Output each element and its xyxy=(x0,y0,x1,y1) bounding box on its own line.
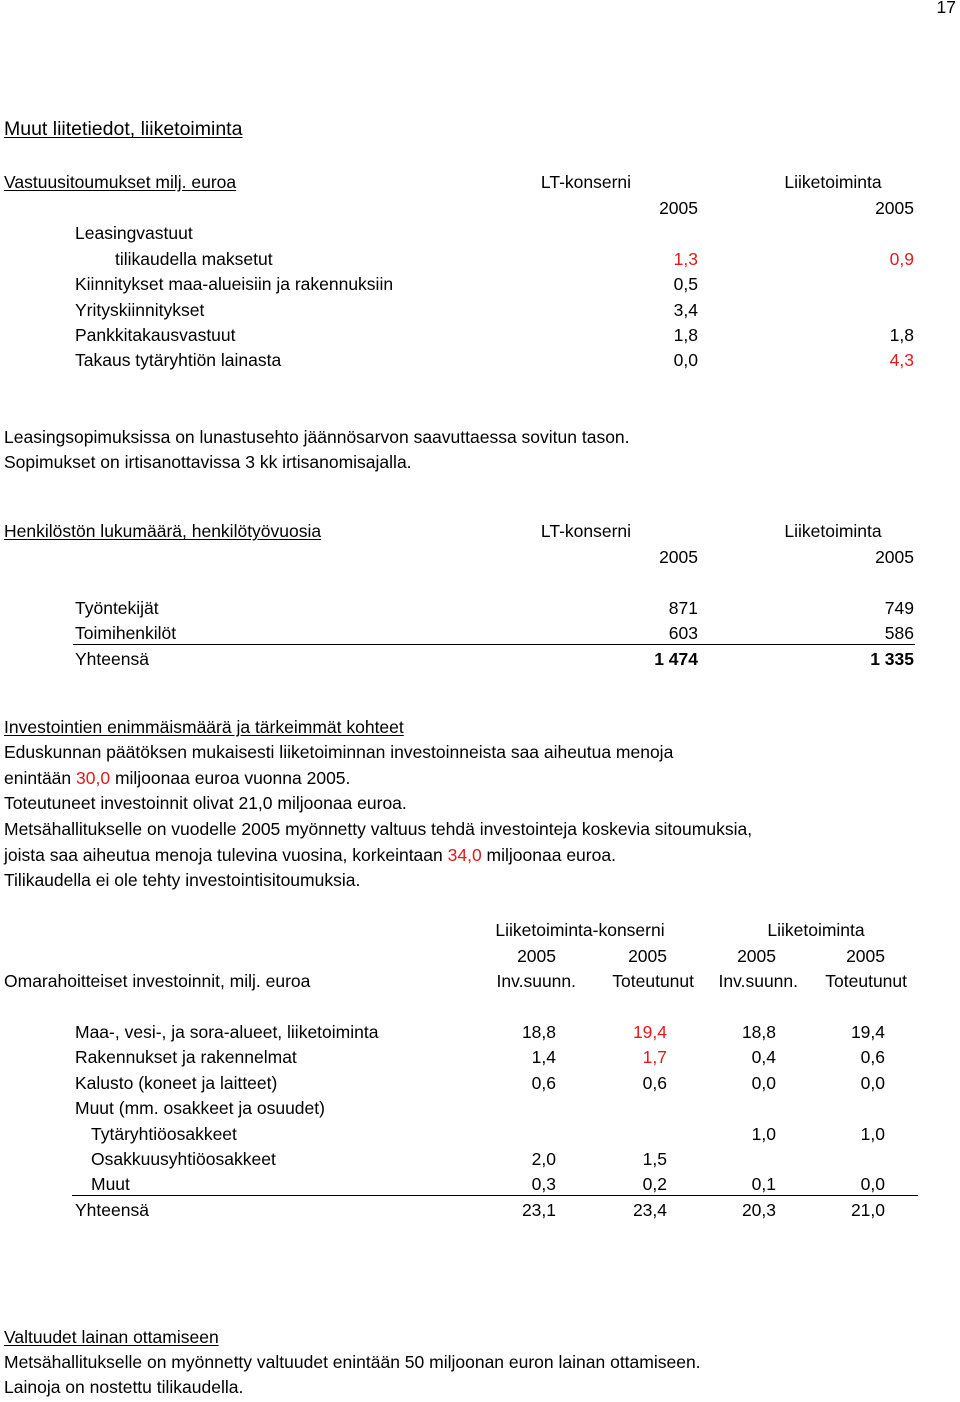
commitments-col2-header: Liiketoiminta xyxy=(784,172,882,192)
investments-authorization-line xyxy=(4,845,616,865)
commitment-row-label: Pankkitakausvastuut xyxy=(75,325,236,345)
commitment-row-value-lt: 0,0 xyxy=(673,350,698,370)
self-financed-row-label: Muut xyxy=(91,1174,130,1194)
commitment-row-label: Takaus tytäryhtiön lainasta xyxy=(75,350,282,370)
page-title: Muut liitetiedot, liiketoiminta xyxy=(4,118,243,140)
col-header-actual: Toteutunut xyxy=(825,971,907,991)
self-financed-row-value: 1,7 xyxy=(642,1047,667,1067)
year-header: 2005 xyxy=(517,946,556,966)
self-financed-row-value: 18,8 xyxy=(521,1022,556,1042)
col-header-plan: Inv.suunn. xyxy=(718,971,798,991)
personnel-row-value-lt-biz: 749 xyxy=(884,598,914,618)
commitment-row-value-lt: 1,8 xyxy=(673,325,698,345)
personnel-col2-year: 2005 xyxy=(875,547,914,567)
self-financed-row-label: Rakennukset ja rakennelmat xyxy=(75,1047,297,1067)
self-financed-row-value: 1,0 xyxy=(751,1124,776,1144)
investments-limit-amount: 30,0 xyxy=(76,768,111,788)
commitment-row-value-lt-biz: 1,8 xyxy=(889,325,914,345)
group1-header: Liiketoiminta-konserni xyxy=(495,920,665,940)
commitment-row-value-lt-biz: 4,3 xyxy=(889,350,914,370)
loans-heading: Valtuudet lainan ottamiseen xyxy=(4,1327,219,1347)
loans-drawn-note: Lainoja on nostettu tilikaudella. xyxy=(4,1377,244,1397)
self-financed-total-label: Yhteensä xyxy=(75,1200,149,1220)
self-financed-row-value: 1,5 xyxy=(642,1149,667,1169)
commitment-row-label: tilikaudella maksetut xyxy=(115,249,273,269)
self-financed-row-label: Tytäryhtiöosakkeet xyxy=(91,1124,237,1144)
personnel-total-lt-biz: 1 335 xyxy=(870,649,914,669)
self-financed-row-label: Muut (mm. osakkeet ja osuudet) xyxy=(75,1098,325,1118)
personnel-heading: Henkilöstön lukumäärä, henkilötyövuosia xyxy=(4,521,322,541)
investments-realized: Toteutuneet investoinnit olivat 21,0 miljoonaa euroa. xyxy=(4,793,407,813)
self-financed-row-label: Kalusto (koneet ja laitteet) xyxy=(75,1073,278,1093)
self-financed-row-value: 0,0 xyxy=(860,1174,885,1194)
self-financed-row-value: 18,8 xyxy=(741,1022,776,1042)
commitment-row-value-lt: 1,3 xyxy=(673,249,698,269)
self-financed-total-value: 23,1 xyxy=(521,1200,556,1220)
investments-limit-line xyxy=(4,768,350,788)
leasing-group-label: Leasingvastuut xyxy=(75,223,193,243)
commitment-row-value-lt: 3,4 xyxy=(673,300,698,320)
commitments-col2-year: 2005 xyxy=(875,198,914,218)
personnel-col2-header: Liiketoiminta xyxy=(784,521,882,541)
self-financed-total-rule xyxy=(72,1195,918,1196)
self-financed-label-header: Omarahoitteiset investoinnit, milj. euroa xyxy=(4,971,311,991)
commitment-row-value-lt-biz: 0,9 xyxy=(889,249,914,269)
year-header: 2005 xyxy=(628,946,667,966)
personnel-row-value-lt: 871 xyxy=(668,598,698,618)
self-financed-row-value: 0,2 xyxy=(642,1174,667,1194)
investments-authorization-amount: 34,0 xyxy=(447,845,482,865)
investments-paragraph: Eduskunnan päätöksen mukaisesti liiketoiminnan investoinneista saa aiheutua menoja xyxy=(4,742,674,762)
termination-note: Sopimukset on irtisanottavissa 3 kk irtisanomisajalla. xyxy=(4,452,412,472)
self-financed-total-value: 23,4 xyxy=(632,1200,667,1220)
self-financed-total-value: 21,0 xyxy=(850,1200,885,1220)
investments-limit-suffix: miljoonaa euroa vuonna 2005. xyxy=(110,768,351,788)
investments-authorization-prefix: joista saa aiheutua menoja tulevina vuosina, korkeintaan xyxy=(4,845,448,865)
commitment-row-value-lt: 0,5 xyxy=(673,274,698,294)
investments-heading: Investointien enimmäismäärä ja tärkeimmät kohteet xyxy=(4,717,404,737)
self-financed-row-value: 1,0 xyxy=(860,1124,885,1144)
self-financed-row-value: 0,1 xyxy=(751,1174,776,1194)
year-header: 2005 xyxy=(737,946,776,966)
personnel-total-label: Yhteensä xyxy=(75,649,149,669)
investments-limit-prefix: enintään xyxy=(4,768,77,788)
page-number: 17 xyxy=(936,0,956,17)
self-financed-row-label: Maa-, vesi-, ja sora-alueet, liiketoiminta xyxy=(75,1022,379,1042)
group2-header: Liiketoiminta xyxy=(767,920,865,940)
commitments-col1-year: 2005 xyxy=(659,198,698,218)
personnel-row-value-lt: 603 xyxy=(668,623,698,643)
self-financed-total-value: 20,3 xyxy=(741,1200,776,1220)
self-financed-row-label: Osakkuusyhtiöosakkeet xyxy=(91,1149,276,1169)
commitment-row-label: Kiinnitykset maa-alueisiin ja rakennuksiin xyxy=(75,274,394,294)
investments-authorization: Metsähallitukselle on vuodelle 2005 myönnetty valtuus tehdä investointeja koskevia sitoumuksia, xyxy=(4,819,753,839)
personnel-total-rule xyxy=(73,644,915,645)
self-financed-row-value: 0,6 xyxy=(642,1073,667,1093)
loans-authorization: Metsähallitukselle on myönnetty valtuudet enintään 50 miljoonan euron lainan ottamiseen. xyxy=(4,1352,701,1372)
self-financed-row-value: 19,4 xyxy=(632,1022,667,1042)
commitment-row-label: Yrityskiinnitykset xyxy=(75,300,205,320)
investments-authorization-suffix: miljoonaa euroa. xyxy=(481,845,616,865)
self-financed-row-value: 0,6 xyxy=(860,1047,885,1067)
self-financed-row-value: 0,0 xyxy=(860,1073,885,1093)
self-financed-row-value: 2,0 xyxy=(531,1149,556,1169)
investments-commitments-note: Tilikaudella ei ole tehty investointisitoumuksia. xyxy=(4,870,361,890)
col-header-plan: Inv.suunn. xyxy=(496,971,576,991)
leasing-note: Leasingsopimuksissa on lunastusehto jäännösarvon saavuttaessa sovitun tason. xyxy=(4,427,630,447)
personnel-row-label: Toimihenkilöt xyxy=(75,623,177,643)
personnel-row-label: Työntekijät xyxy=(75,598,159,618)
year-header: 2005 xyxy=(846,946,885,966)
self-financed-row-value: 0,4 xyxy=(751,1047,776,1067)
personnel-col1-year: 2005 xyxy=(659,547,698,567)
commitments-heading: Vastuusitoumukset milj. euroa xyxy=(4,172,237,192)
self-financed-row-value: 1,4 xyxy=(531,1047,556,1067)
col-header-actual: Toteutunut xyxy=(612,971,694,991)
self-financed-row-value: 0,3 xyxy=(531,1174,556,1194)
personnel-row-value-lt-biz: 586 xyxy=(884,623,914,643)
self-financed-row-value: 0,6 xyxy=(531,1073,556,1093)
commitments-col1-header: LT-konserni xyxy=(540,172,632,192)
self-financed-row-value: 19,4 xyxy=(850,1022,885,1042)
self-financed-row-value: 0,0 xyxy=(751,1073,776,1093)
personnel-total-lt: 1 474 xyxy=(654,649,698,669)
personnel-col1-header: LT-konserni xyxy=(540,521,632,541)
